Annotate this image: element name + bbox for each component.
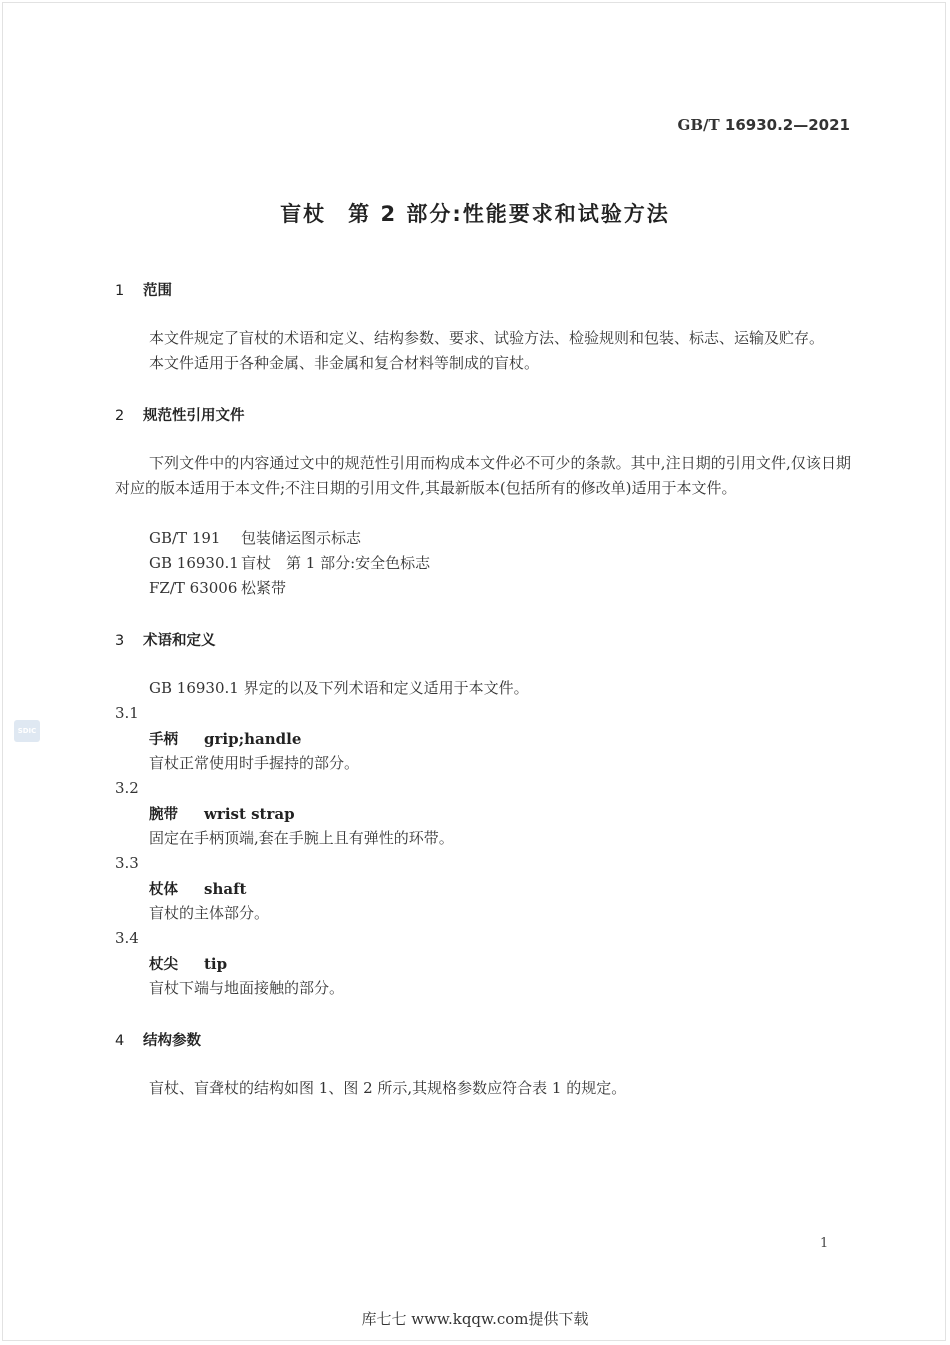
term-heading <box>149 803 295 824</box>
section-4-para: 盲杖、盲聋杖的结构如图 1、图 2 所示,其规格参数应符合表 1 的规定。 <box>149 1079 627 1097</box>
section-2-number: 2 <box>115 408 125 424</box>
section-1-title: 范围 <box>143 283 172 299</box>
term-english: grip;handle <box>204 730 302 748</box>
reference-code: FZ/T 63006 <box>149 579 238 597</box>
section-3-heading <box>115 629 216 650</box>
term-definition: 盲杖下端与地面接触的部分。 <box>149 979 345 997</box>
term-number: 3.3 <box>115 854 139 872</box>
section-4-title: 结构参数 <box>143 1033 201 1049</box>
reference-code: GB/T 191 <box>149 529 221 547</box>
term-heading <box>149 728 301 749</box>
side-watermark-logo: SDIC <box>14 720 40 742</box>
reference-item <box>149 551 430 576</box>
reference-title: 包装储运图示标志 <box>241 529 362 547</box>
reference-item <box>149 576 286 601</box>
section-4-number: 4 <box>115 1033 125 1049</box>
term-number: 3.2 <box>115 779 139 797</box>
term-definition: 盲杖的主体部分。 <box>149 904 270 922</box>
section-1-heading <box>115 279 172 300</box>
reference-title: 盲杖 第 1 部分:安全色标志 <box>241 554 431 572</box>
title-main: 盲杖 <box>280 202 327 226</box>
section-1-number: 1 <box>115 283 125 299</box>
reference-title: 松紧带 <box>241 579 287 597</box>
standard-number <box>678 116 850 134</box>
term-definition: 固定在手柄顶端,套在手腕上且有弹性的环带。 <box>149 829 454 847</box>
section-4-heading <box>115 1029 201 1050</box>
standard-prefix: GB/T <box>677 116 720 134</box>
section-2-heading <box>115 404 245 425</box>
section-3-number: 3 <box>115 633 125 649</box>
term-heading <box>149 953 227 974</box>
term-chinese: 杖体 <box>149 882 178 898</box>
reference-code: GB 16930.1 <box>149 554 239 572</box>
section-3-intro: GB 16930.1 界定的以及下列术语和定义适用于本文件。 <box>149 679 529 697</box>
section-2-title: 规范性引用文件 <box>143 408 245 424</box>
term-number: 3.1 <box>115 704 139 722</box>
term-chinese: 腕带 <box>149 807 178 823</box>
section-1-para-1: 本文件规定了盲杖的术语和定义、结构参数、要求、试验方法、检验规则和包装、标志、运输及贮存。 <box>149 329 825 347</box>
term-english: shaft <box>204 880 247 898</box>
term-definition: 盲杖正常使用时手握持的部分。 <box>149 754 360 772</box>
page-number: 1 <box>820 1236 829 1251</box>
reference-item <box>149 526 361 551</box>
standard-code: 16930.2—2021 <box>724 116 850 134</box>
section-3-title: 术语和定义 <box>143 633 216 649</box>
title-sub: 第 2 部分:性能要求和试验方法 <box>348 202 670 226</box>
term-heading <box>149 878 246 899</box>
section-2-para: 下列文件中的内容通过文中的规范性引用而构成本文件必不可少的条款。其中,注日期的引用文件,仅该日期对应的版本适用于本文件;不注日期的引用文件,其最新版本(包括所有的修改单)适用于本文件。 <box>115 454 851 497</box>
term-chinese: 手柄 <box>149 732 178 748</box>
term-english: wrist strap <box>204 805 295 823</box>
document-title <box>0 198 950 228</box>
section-1-para-2: 本文件适用于各种金属、非金属和复合材料等制成的盲杖。 <box>149 354 540 372</box>
term-english: tip <box>204 955 228 973</box>
term-chinese: 杖尖 <box>149 957 178 973</box>
download-footer: 库七七 www.kqqw.com提供下载 <box>361 1310 589 1328</box>
term-number: 3.4 <box>115 929 139 947</box>
